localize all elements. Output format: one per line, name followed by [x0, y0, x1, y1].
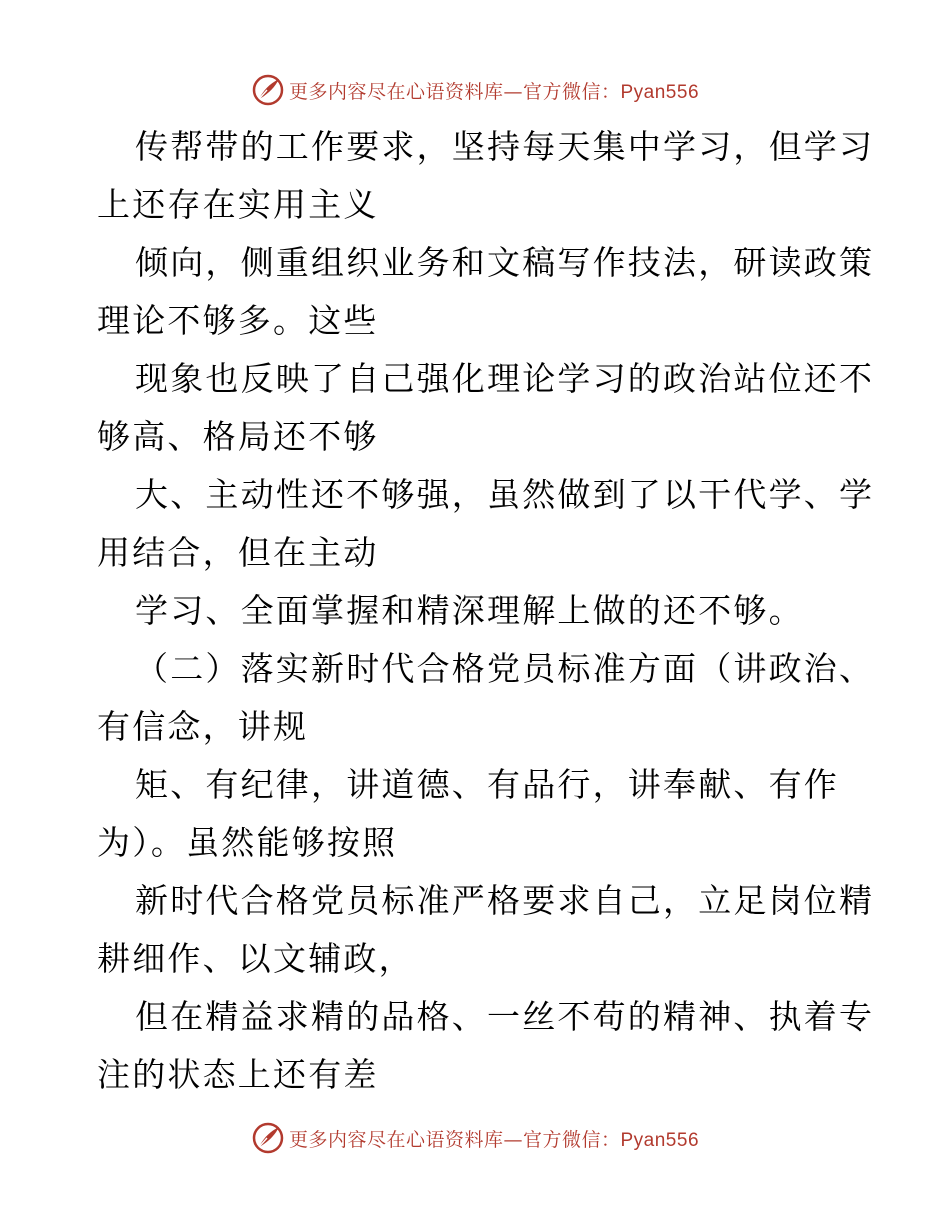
text-line: 但在精益求精的品格、一丝不苟的精神、执着专 [135, 997, 875, 1036]
text-line: 理论不够多。这些 [97, 301, 379, 340]
text-line: 注的状态上还有差 [97, 1055, 379, 1094]
watermark-label: 更多内容尽在心语资料库—官方微信： [288, 80, 621, 103]
text-line: 传帮带的工作要求，坚持每天集中学习，但学习 [135, 127, 875, 166]
text-line: 倾向，侧重组织业务和文稿写作技法，研读政策 [135, 243, 875, 282]
text-line: 现象也反映了自己强化理论学习的政治站位还不 [135, 359, 875, 398]
text-line: 为）。虽然能够按照 [97, 823, 398, 862]
text-line: （二）落实新时代合格党员标准方面（讲政治、 [135, 649, 875, 688]
header-watermark [0, 70, 950, 110]
watermark-label: 更多内容尽在心语资料库—官方微信： [288, 1128, 621, 1151]
text-line: 上还存在实用主义 [97, 185, 379, 224]
watermark-text [289, 1125, 699, 1152]
text-line: 够高、格局还不够 [97, 417, 379, 456]
quill-logo-icon [251, 73, 285, 107]
text-line: 有信念，讲规 [97, 707, 309, 746]
watermark-id: Pyan556 [620, 1129, 700, 1151]
quill-logo-icon [251, 1121, 285, 1155]
document-body [97, 118, 875, 1104]
watermark-id: Pyan556 [620, 81, 700, 103]
text-line: 学习、全面掌握和精深理解上做的还不够。 [135, 591, 804, 630]
footer-watermark [0, 1118, 950, 1158]
text-line: 新时代合格党员标准严格要求自己，立足岗位精 [135, 881, 875, 920]
text-line: 大、主动性还不够强，虽然做到了以干代学、学 [135, 475, 875, 514]
watermark-text [289, 77, 699, 104]
text-line: 用结合，但在主动 [97, 533, 379, 572]
text-line: 矩、有纪律，讲道德、有品行，讲奉献、有作 [135, 765, 839, 804]
text-line: 耕细作、以文辅政， [97, 939, 414, 978]
